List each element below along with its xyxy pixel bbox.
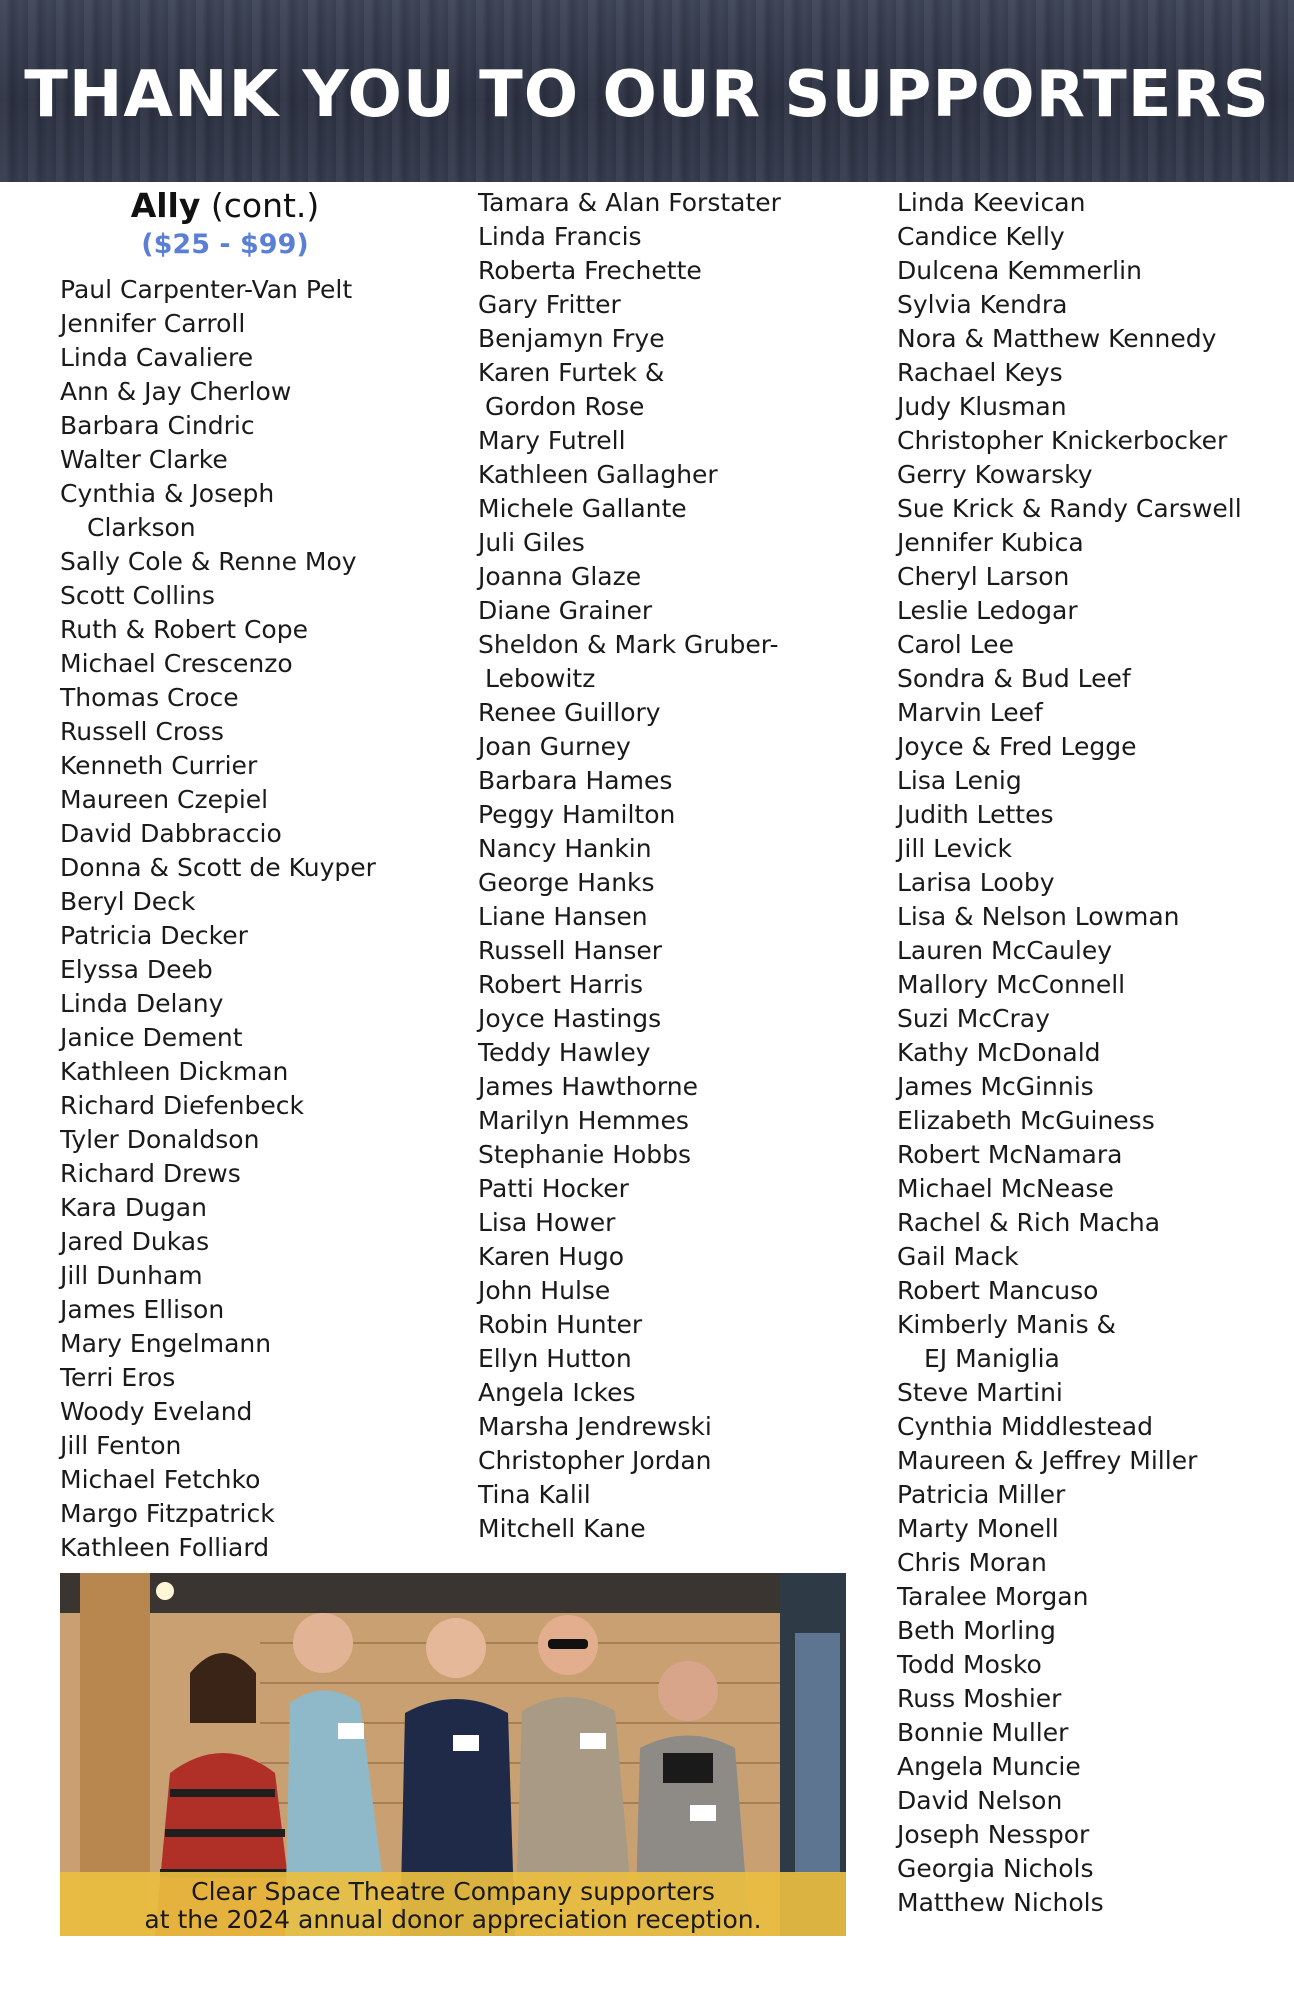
- page-header: [0, 0, 1294, 182]
- supporter-name: Benjamyn Frye: [478, 324, 665, 353]
- supporter-name: Elyssa Deeb: [60, 955, 213, 984]
- supporter-name: Mitchell Kane: [478, 1514, 646, 1543]
- supporter-name: Mary Futrell: [478, 426, 626, 455]
- supporter-name: Michele Gallante: [478, 494, 687, 523]
- supporter-name: Kathleen Dickman: [60, 1057, 289, 1086]
- supporter-name: Paul Carpenter-Van Pelt: [60, 275, 353, 304]
- supporter-name: Judy Klusman: [897, 392, 1067, 421]
- supporter-name: Matthew Nichols: [897, 1888, 1104, 1917]
- supporter-name: James Ellison: [60, 1295, 225, 1324]
- supporter-name: Robert Mancuso: [897, 1276, 1099, 1305]
- supporter-name: Todd Mosko: [897, 1650, 1042, 1679]
- supporter-name: Sheldon & Mark Gruber-: [478, 630, 779, 659]
- supporter-name: Kenneth Currier: [60, 751, 258, 780]
- supporter-name: Woody Eveland: [60, 1397, 253, 1426]
- supporter-name: Cynthia Middlestead: [897, 1412, 1153, 1441]
- supporter-name: Stephanie Hobbs: [478, 1140, 692, 1169]
- section-heading: [60, 186, 390, 226]
- supporter-name: Margo Fitzpatrick: [60, 1499, 275, 1528]
- supporter-name: Michael McNease: [897, 1174, 1114, 1203]
- supporter-name: Joan Gurney: [478, 732, 631, 761]
- supporter-name: Gordon Rose: [485, 392, 645, 421]
- supporter-name: John Hulse: [478, 1276, 611, 1305]
- supporter-name: Nancy Hankin: [478, 834, 652, 863]
- supporter-name: Patricia Miller: [897, 1480, 1066, 1509]
- supporter-name: Cheryl Larson: [897, 562, 1070, 591]
- supporter-name: Diane Grainer: [478, 596, 653, 625]
- supporter-name: Sally Cole & Renne Moy: [60, 547, 357, 576]
- supporter-name: Dulcena Kemmerlin: [897, 256, 1142, 285]
- supporter-name: Barbara Cindric: [60, 411, 255, 440]
- page-title: THANK YOU TO OUR SUPPORTERS: [24, 58, 1270, 132]
- supporter-name: James Hawthorne: [478, 1072, 698, 1101]
- supporter-name: Nora & Matthew Kennedy: [897, 324, 1217, 353]
- caption-line-2: at the 2024 annual donor appreciation reception.: [144, 1905, 762, 1934]
- supporter-name: Janice Dement: [60, 1023, 243, 1052]
- supporter-name: Christopher Jordan: [478, 1446, 712, 1475]
- donation-range: ($25 - $99): [141, 229, 309, 260]
- supporter-name: Larisa Looby: [897, 868, 1055, 897]
- supporter-name: Joyce Hastings: [478, 1004, 662, 1033]
- supporter-list: [897, 186, 1292, 1920]
- supporter-name: Peggy Hamilton: [478, 800, 676, 829]
- supporter-name: Maureen & Jeffrey Miller: [897, 1446, 1198, 1475]
- supporter-name: Elizabeth McGuiness: [897, 1106, 1155, 1135]
- supporter-name: Georgia Nichols: [897, 1854, 1094, 1883]
- supporter-name: Sylvia Kendra: [897, 290, 1068, 319]
- section-cont: (cont.): [210, 186, 320, 225]
- supporter-name: Michael Crescenzo: [60, 649, 293, 678]
- supporter-name: Angela Muncie: [897, 1752, 1081, 1781]
- supporter-name: Tyler Donaldson: [60, 1125, 260, 1154]
- supporter-name: Renee Guillory: [478, 698, 661, 727]
- supporter-name: George Hanks: [478, 868, 655, 897]
- supporter-name: Ellyn Hutton: [478, 1344, 632, 1373]
- reception-photo: [60, 1573, 846, 1936]
- supporter-name: Chris Moran: [897, 1548, 1047, 1577]
- supporter-name: Kathleen Gallagher: [478, 460, 718, 489]
- supporter-name: Lisa & Nelson Lowman: [897, 902, 1180, 931]
- supporter-name: Robert Harris: [478, 970, 644, 999]
- supporter-name: Jennifer Carroll: [60, 309, 246, 338]
- supporter-name: Robert McNamara: [897, 1140, 1123, 1169]
- supporter-name: Mallory McConnell: [897, 970, 1126, 999]
- supporter-name: Barbara Hames: [478, 766, 673, 795]
- supporter-name: Tina Kalil: [478, 1480, 591, 1509]
- supporter-name: Judith Lettes: [897, 800, 1054, 829]
- supporter-name: Robin Hunter: [478, 1310, 643, 1339]
- supporter-name: Kimberly Manis &: [897, 1310, 1117, 1339]
- supporter-name: Jill Fenton: [60, 1431, 182, 1460]
- supporter-name: Lisa Lenig: [897, 766, 1022, 795]
- supporter-name: Thomas Croce: [60, 683, 239, 712]
- supporter-name: Christopher Knickerbocker: [897, 426, 1228, 455]
- supporter-name: Ruth & Robert Cope: [60, 615, 308, 644]
- supporter-name: Leslie Ledogar: [897, 596, 1078, 625]
- supporter-name: Marsha Jendrewski: [478, 1412, 712, 1441]
- supporter-name: Carol Lee: [897, 630, 1014, 659]
- supporter-name: Gail Mack: [897, 1242, 1019, 1271]
- supporter-name: Marvin Leef: [897, 698, 1043, 727]
- supporter-name: Tamara & Alan Forstater: [478, 188, 781, 217]
- supporter-name: Liane Hansen: [478, 902, 648, 931]
- supporter-name: Lebowitz: [485, 664, 596, 693]
- supporters-column-2: [478, 186, 878, 1546]
- supporter-name: David Nelson: [897, 1786, 1063, 1815]
- supporter-list: [478, 186, 878, 1546]
- supporter-name: Rachel & Rich Macha: [897, 1208, 1161, 1237]
- supporter-name: Clarkson: [87, 513, 196, 542]
- supporter-name: Taralee Morgan: [897, 1582, 1089, 1611]
- supporter-name: Beryl Deck: [60, 887, 196, 916]
- supporter-name: Ann & Jay Cherlow: [60, 377, 292, 406]
- supporter-name: Mary Engelmann: [60, 1329, 272, 1358]
- supporter-name: Karen Furtek &: [478, 358, 665, 387]
- supporter-name: Kara Dugan: [60, 1193, 207, 1222]
- supporter-name: Jill Dunham: [60, 1261, 203, 1290]
- supporter-name: Gary Fritter: [478, 290, 621, 319]
- supporter-name: Lauren McCauley: [897, 936, 1113, 965]
- supporter-name: Lisa Hower: [478, 1208, 616, 1237]
- supporter-name: Linda Keevican: [897, 188, 1086, 217]
- supporter-name: Richard Diefenbeck: [60, 1091, 304, 1120]
- supporter-name: Russ Moshier: [897, 1684, 1062, 1713]
- supporter-name: Marty Monell: [897, 1514, 1059, 1543]
- supporter-name: Joyce & Fred Legge: [897, 732, 1137, 761]
- supporter-name: Maureen Czepiel: [60, 785, 269, 814]
- supporter-name: Russell Cross: [60, 717, 224, 746]
- supporters-column-3: [897, 186, 1292, 1920]
- supporter-name: Rachael Keys: [897, 358, 1063, 387]
- supporter-name: Patti Hocker: [478, 1174, 629, 1203]
- supporter-name: Richard Drews: [60, 1159, 241, 1188]
- supporter-name: Jill Levick: [897, 834, 1012, 863]
- supporter-name: Michael Fetchko: [60, 1465, 261, 1494]
- supporter-name: Cynthia & Joseph: [60, 479, 275, 508]
- supporter-name: Jennifer Kubica: [897, 528, 1084, 557]
- supporter-name: Steve Martini: [897, 1378, 1063, 1407]
- supporter-name: Angela Ickes: [478, 1378, 636, 1407]
- supporter-name: Karen Hugo: [478, 1242, 624, 1271]
- supporter-list: [60, 273, 460, 1565]
- supporter-name: Joseph Nesspor: [897, 1820, 1090, 1849]
- supporter-name: Sondra & Bud Leef: [897, 664, 1131, 693]
- supporter-name: Teddy Hawley: [478, 1038, 651, 1067]
- supporter-name: Candice Kelly: [897, 222, 1065, 251]
- supporters-column-1: [60, 186, 460, 1565]
- supporter-name: EJ Maniglia: [924, 1344, 1060, 1373]
- caption-line-1: Clear Space Theatre Company supporters: [191, 1877, 715, 1906]
- supporter-name: Roberta Frechette: [478, 256, 702, 285]
- supporter-name: Walter Clarke: [60, 445, 228, 474]
- supporter-name: Bonnie Muller: [897, 1718, 1069, 1747]
- supporter-name: Joanna Glaze: [478, 562, 642, 591]
- supporter-name: Suzi McCray: [897, 1004, 1050, 1033]
- supporter-name: Scott Collins: [60, 581, 215, 610]
- supporter-name: Jared Dukas: [60, 1227, 210, 1256]
- supporter-name: Linda Cavaliere: [60, 343, 254, 372]
- supporter-name: Russell Hanser: [478, 936, 663, 965]
- supporter-name: Terri Eros: [60, 1363, 176, 1392]
- supporter-name: David Dabbraccio: [60, 819, 282, 848]
- supporter-name: James McGinnis: [897, 1072, 1094, 1101]
- supporter-name: Patricia Decker: [60, 921, 248, 950]
- section-name: Ally: [130, 186, 201, 225]
- supporter-name: Beth Morling: [897, 1616, 1056, 1645]
- supporter-name: Juli Giles: [478, 528, 585, 557]
- supporter-name: Marilyn Hemmes: [478, 1106, 689, 1135]
- supporter-name: Linda Francis: [478, 222, 642, 251]
- supporter-name: Donna & Scott de Kuyper: [60, 853, 376, 882]
- supporter-name: Gerry Kowarsky: [897, 460, 1093, 489]
- supporter-name: Linda Delany: [60, 989, 224, 1018]
- supporter-name: Sue Krick & Randy Carswell: [897, 494, 1242, 523]
- supporter-name: Kathleen Folliard: [60, 1533, 270, 1562]
- supporter-name: Kathy McDonald: [897, 1038, 1101, 1067]
- photo-caption: [60, 1872, 846, 1936]
